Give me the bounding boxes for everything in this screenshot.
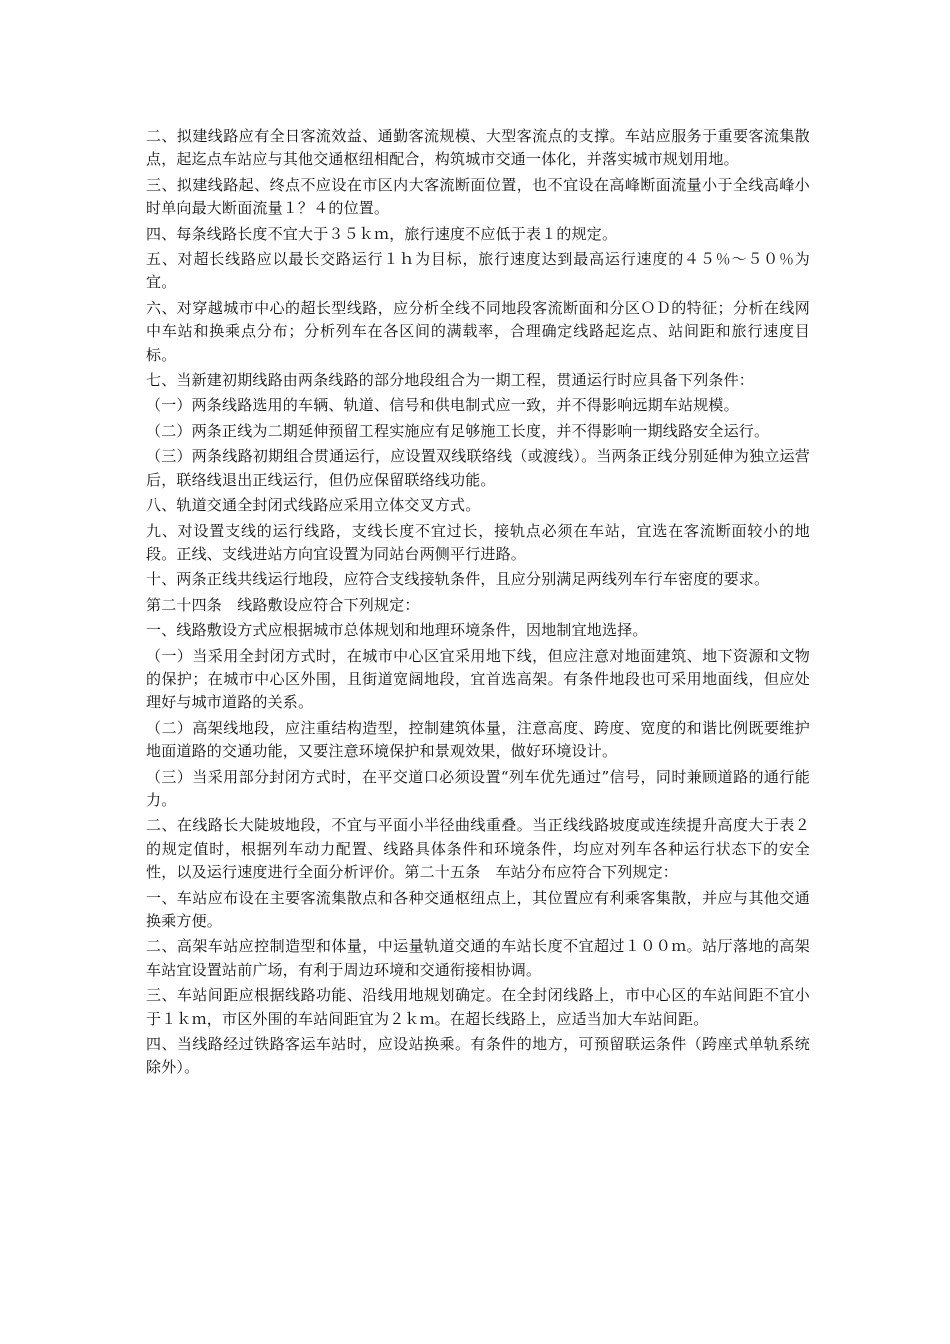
paragraph: 八、轨道交通全封闭式线路应采用立体交叉方式。 [146,496,481,515]
paragraph: （二）高架线地段，应注重结构造型，控制建筑体量，注意高度、跨度、宽度的和谐比例既要维护地面道路的交通功能，又要注意环境保护和景观效果，做好环境设计。 [146,718,810,761]
paragraph: （一）当采用全封闭方式时，在城市中心区宜采用地下线，但应注意对地面建筑、地下资源和文物的保护；在城市中心区外围，且街道宽阔地段，宜首选高架。有条件地段也可采用地面线，但应处理好与城市道路的关系。 [146,646,810,712]
paragraph: 四、每条线路长度不宜大于３５ｋｍ，旅行速度不应低于表１的规定。 [146,224,618,243]
paragraph: 一、线路敷设方式应根据城市总体规划和地理环境条件，因地制宜地选择。 [146,621,648,640]
paragraph: （一）两条线路选用的车辆、轨道、信号和供电制式应一致，并不得影响远期车站规模。 [146,396,739,415]
paragraph: 一、车站应布设在主要客流集散点和各种交通枢纽点上，其位置应有利乘客集散，并应与其他交通换乘方便。 [146,888,810,930]
paragraph: （三）两条线路初期组合贯通运行，应设置双线联络线（或渡线）。当两条正线分别延伸为独立运营后，联络线退出正线运行，但仍应保留联络线功能。 [146,447,810,489]
paragraph: 七、当新建初期线路由两条线路的部分地段组合为一期工程，贯通运行时应具备下列条件： [146,371,755,390]
paragraph: 二、高架车站应控制造型和体量，中运量轨道交通的车站长度不宜超过１００ｍ。站厅落地的高架车站宜设置站前广场，有利于周边环境和交通衔接相协调。 [146,937,810,979]
paragraph: 二、在线路长大陡坡地段，不宜与平面小半径曲线重叠。当正线线路坡度或连续提升高度大于表２的规定值时，根据列车动力配置、线路具体条件和环境条件，均应对列车各种运行状态下的安全性，以及运行速度进行全面分析评价。第二十五条 车站分布应符合下列规定： [146,816,810,882]
paragraph: 五、对超长线路应以最长交路运行１ｈ为目标，旅行速度达到最高运行速度的４５％～５０％为宜。 [146,250,810,292]
paragraph: 三、车站间距应根据线路功能、沿线用地规划确定。在全封闭线路上，市中心区的车站间距不宜小于１ｋｍ，市区外围的车站间距宜为２ｋｍ。在超长线路上，应适当加大车站间距。 [146,986,810,1028]
section-heading: 第二十四条 线路敷设应符合下列规定： [146,595,420,614]
paragraph: （三）当采用部分封闭方式时，在平交道口必须设置“列车优先通过”信号，同时兼顾道路的通行能力。 [146,767,810,809]
paragraph: 十、两条正线共线运行地段，应符合支线接轨条件，且应分别满足两线列车行车密度的要求。 [146,570,770,589]
paragraph: （二）两条正线为二期延伸预留工程实施应有足够施工长度，并不得影响一期线路安全运行。 [146,421,770,440]
paragraph: 二、拟建线路应有全日客流效益、通勤客流规模、大型客流点的支撑。车站应服务于重要客流集散点，起迄点车站应与其他交通枢纽相配合，构筑城市交通一体化，并落实城市规划用地。 [146,127,810,169]
paragraph: 三、拟建线路起、终点不应设在市区内大客流断面位置，也不宜设在高峰断面流量小于全线高峰小时单向最大断面流量１？４的位置。 [146,175,810,218]
paragraph: 六、对穿越城市中心的超长型线路，应分析全线不同地段客流断面和分区ＯＤ的特征；分析在线网中车站和换乘点分布；分析列车在各区间的满载率，合理确定线路起迄点、站间距和旅行速度目标。 [146,298,810,364]
paragraph: 九、对设置支线的运行线路，支线长度不宜过长，接轨点必须在车站，宜选在客流断面较小的地段。正线、支线进站方向宜设置为同站台两侧平行进路。 [146,521,810,563]
paragraph: 四、当线路经过铁路客运车站时，应设站换乘。有条件的地方，可预留联运条件（跨座式单轨系统除外）。 [146,1035,810,1077]
document-body [146,125,810,1082]
